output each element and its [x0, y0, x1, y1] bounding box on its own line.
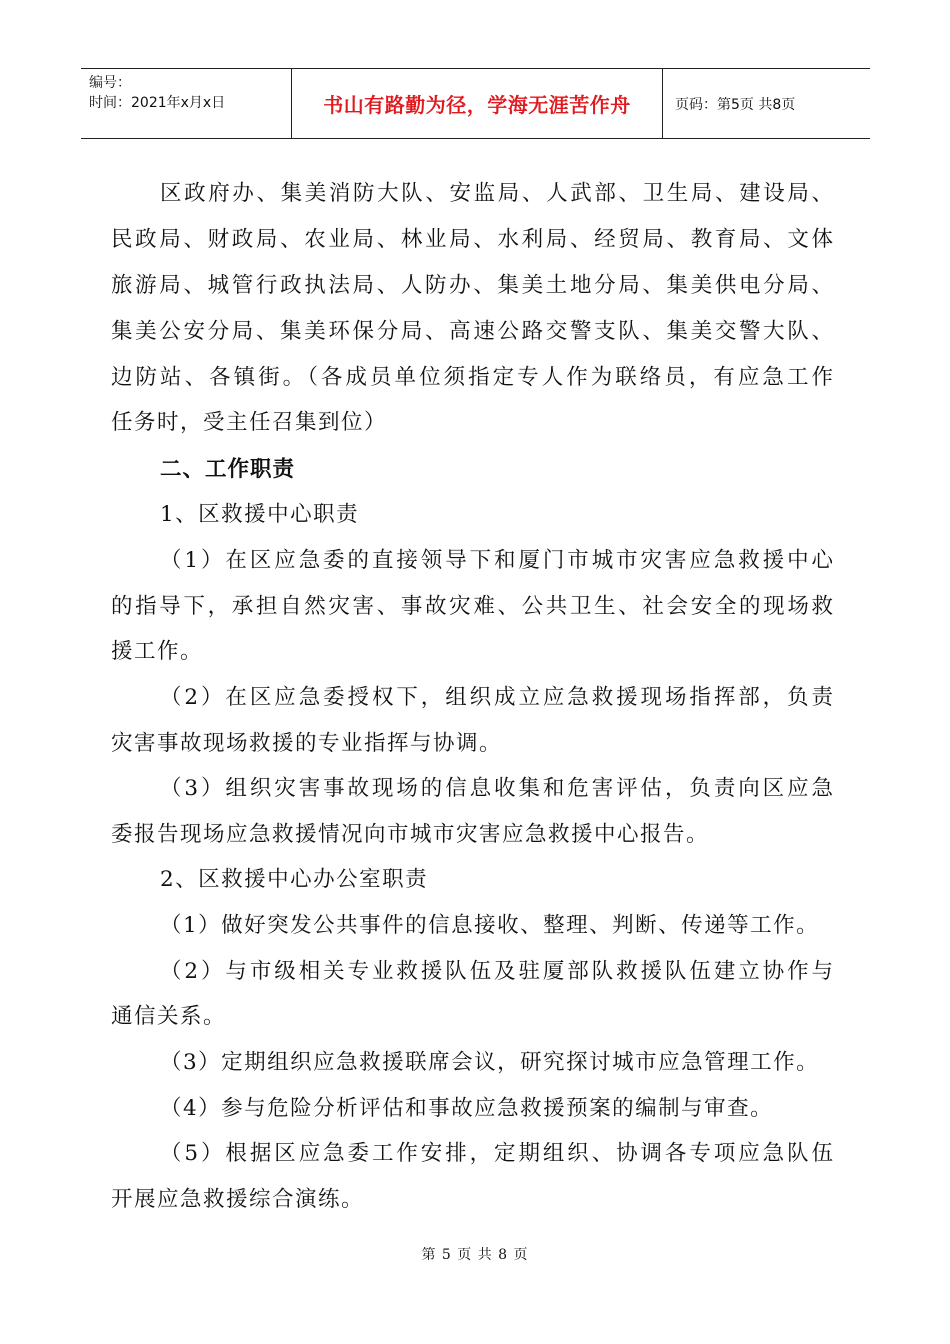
subsection-title: 1、区救援中心职责	[160, 502, 360, 527]
document-time-label: 时间：2021年x月x日	[89, 95, 226, 111]
duty-line: （2）在区应急委授权下，组织成立应急救援现场指挥部，负责	[160, 685, 833, 710]
members-line: 集美公安分局、集美环保分局、高速公路交警支队、集美交警大队、	[111, 319, 833, 344]
header-meta	[81, 69, 291, 138]
duty-line: 委报告现场应急救援情况向市城市灾害应急救援中心报告。	[111, 822, 710, 847]
duty-line: 通信关系。	[111, 1004, 227, 1029]
duty-line: （3）定期组织应急救援联席会议，研究探讨城市应急管理工作。	[160, 1050, 820, 1075]
duty-line: （4）参与危险分析评估和事故应急救援预案的编制与审查。	[160, 1096, 774, 1121]
members-line: 民政局、财政局、农业局、林业局、水利局、经贸局、教育局、文体	[111, 227, 833, 252]
members-line: 任务时，受主任召集到位）	[111, 410, 388, 435]
header-page-info: 页码：第5页 共8页	[675, 96, 796, 113]
duty-line: （2）与市级相关专业救援队伍及驻厦部队救援队伍建立协作与	[160, 959, 833, 984]
document-code-label: 编号：	[89, 75, 131, 91]
duty-line: （3）组织灾害事故现场的信息收集和危害评估，负责向区应急	[160, 776, 833, 801]
members-line: 边防站、各镇街。（各成员单位须指定专人作为联络员，有应急工作	[111, 365, 833, 390]
duty-line: 灾害事故现场救援的专业指挥与协调。	[111, 731, 503, 756]
page-header	[81, 68, 870, 139]
subsection-title: 2、区救援中心办公室职责	[160, 867, 429, 892]
duty-line: 开展应急救援综合演练。	[111, 1187, 365, 1212]
duty-line: （5）根据区应急委工作安排，定期组织、协调各专项应急队伍	[160, 1141, 833, 1166]
duty-line: 援工作。	[111, 639, 204, 664]
duty-line: （1）做好突发公共事件的信息接收、整理、判断、传递等工作。	[160, 913, 820, 938]
section-heading: 二、工作职责	[160, 457, 296, 482]
page-footer: 第 5 页 共 8 页	[421, 1247, 529, 1263]
members-line: 区政府办、集美消防大队、安监局、人武部、卫生局、建设局、	[160, 181, 833, 206]
duty-line: 的指导下，承担自然灾害、事故灾难、公共卫生、社会安全的现场救	[111, 594, 833, 619]
header-motto: 书山有路勤为径，学海无涯苦作舟	[291, 69, 663, 138]
duty-line: （1）在区应急委的直接领导下和厦门市城市灾害应急救援中心	[160, 548, 833, 573]
members-line: 旅游局、城管行政执法局、人防办、集美土地分局、集美供电分局、	[111, 273, 833, 298]
